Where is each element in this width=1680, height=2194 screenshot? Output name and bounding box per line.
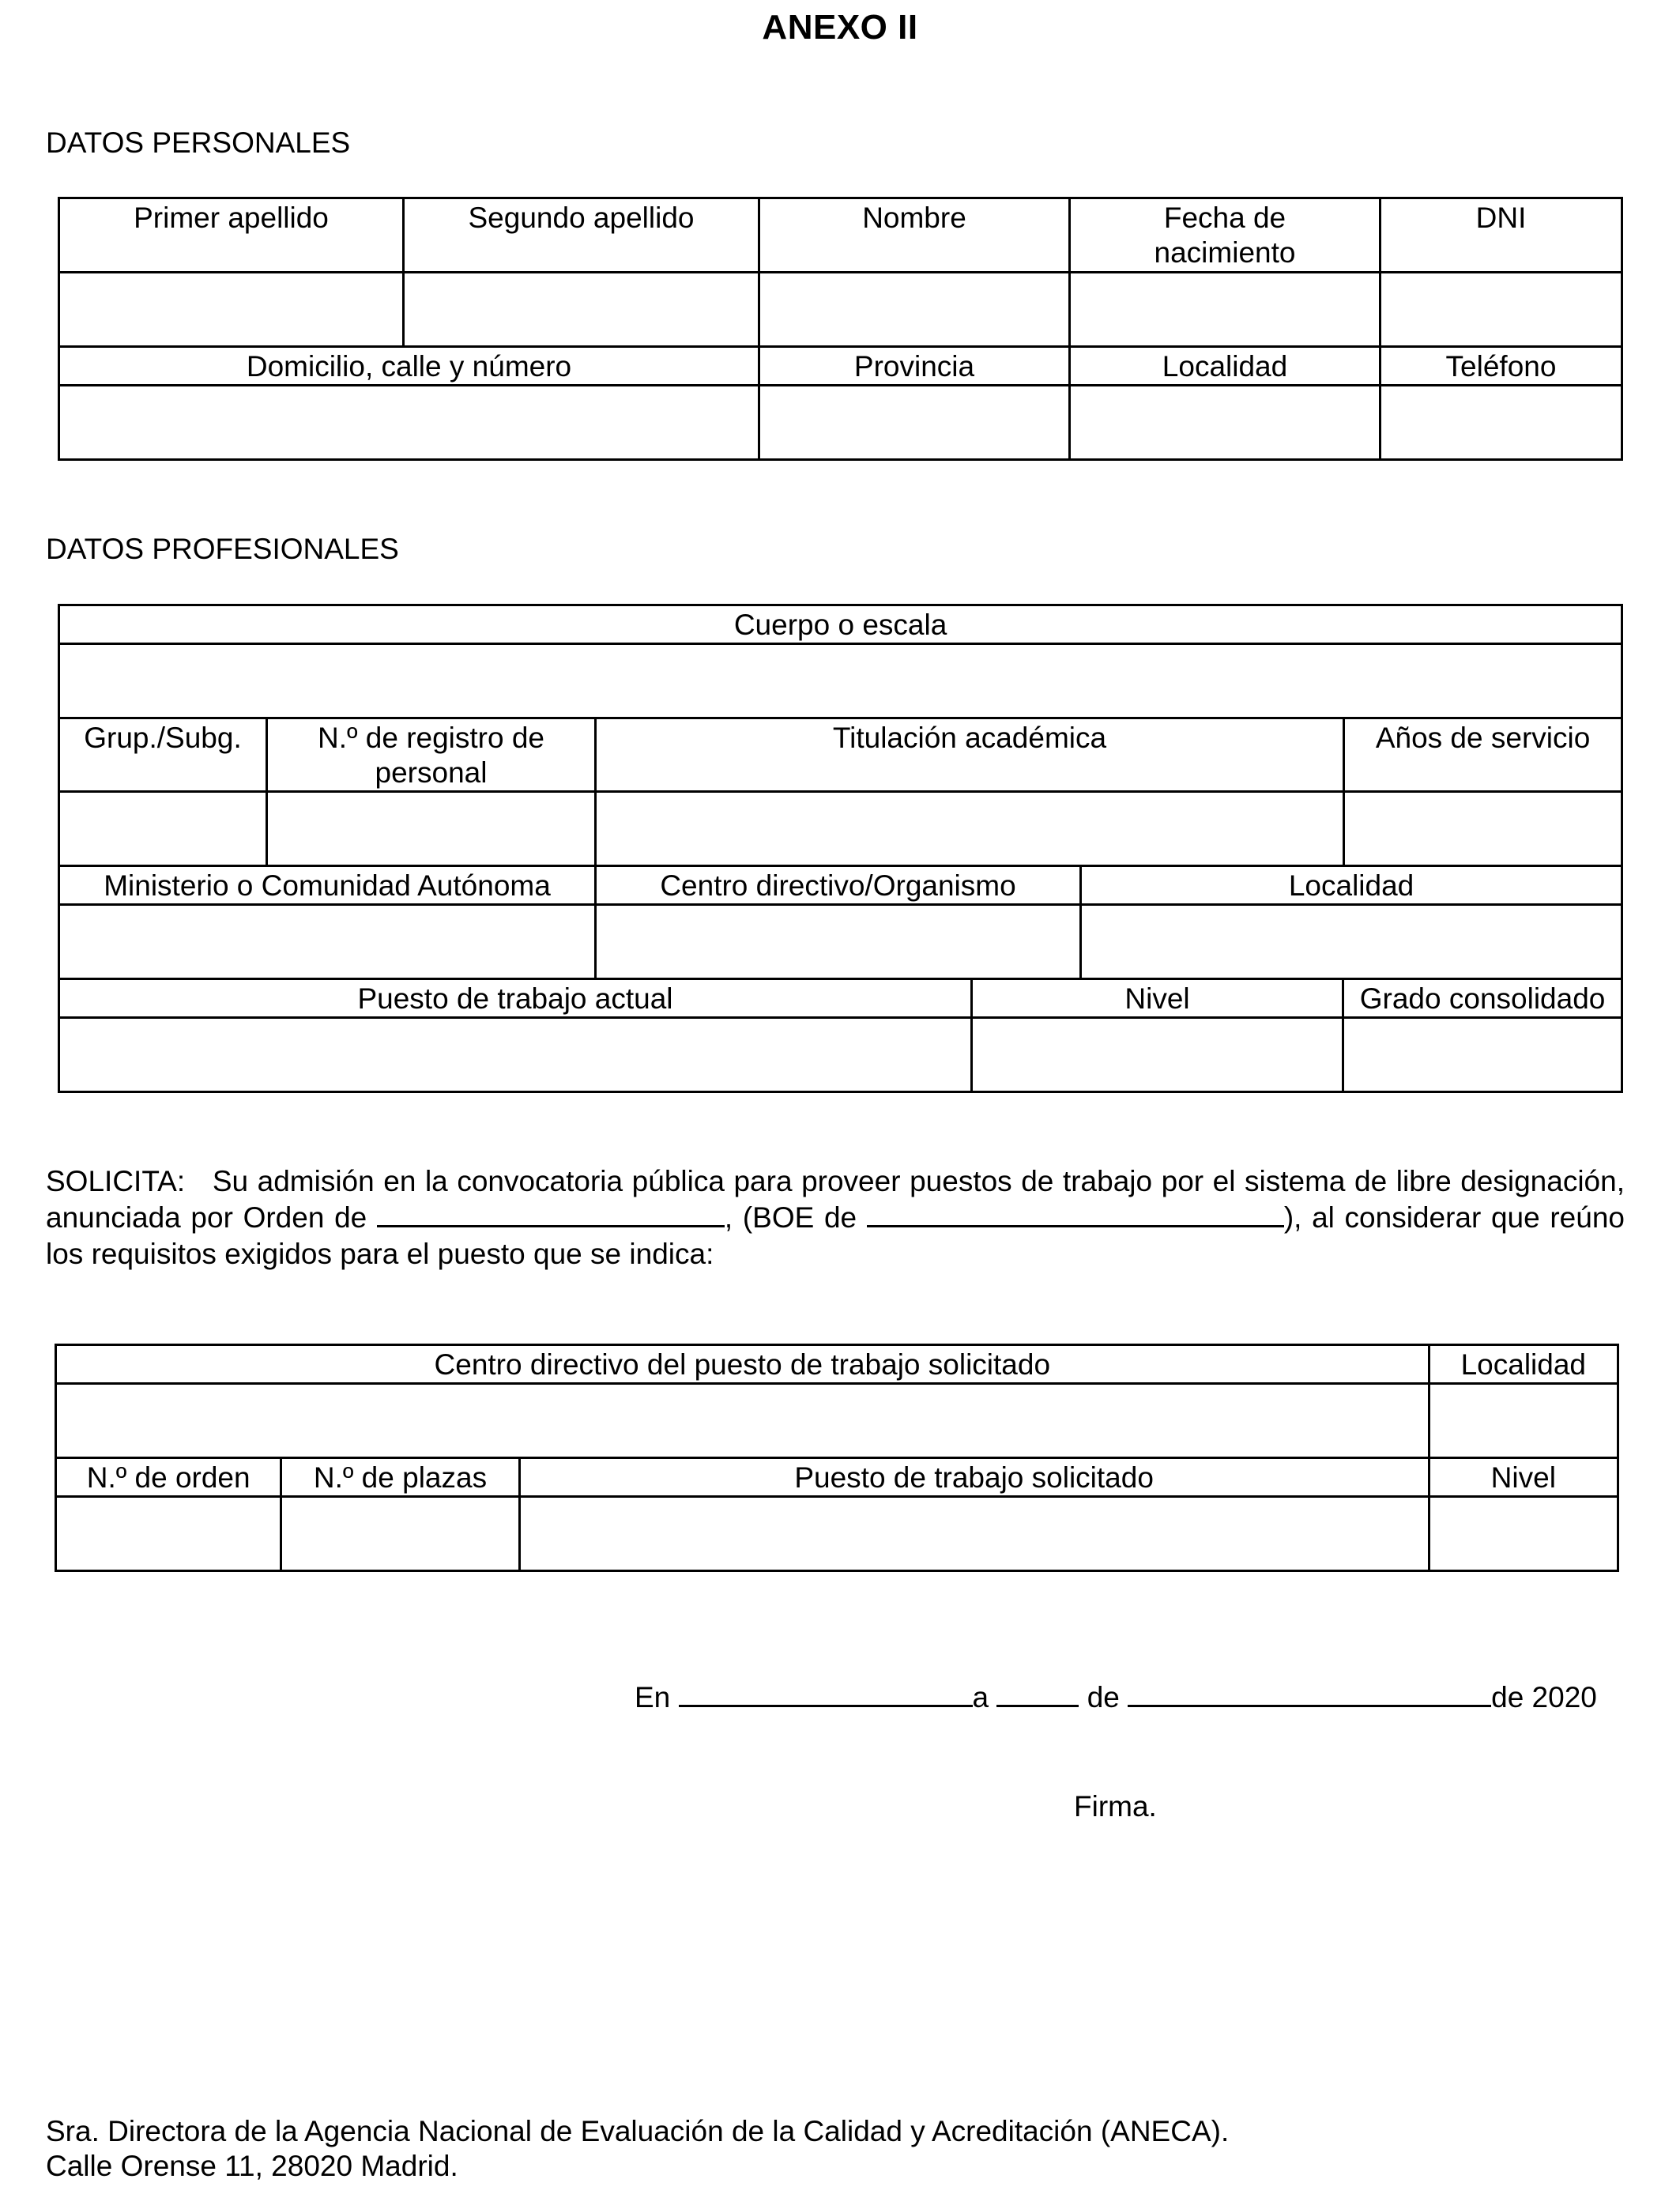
en-label: En [635,1681,671,1713]
field-numero-orden[interactable] [56,1497,281,1571]
field-ministerio[interactable] [59,905,596,979]
field-numero-plazas[interactable] [281,1497,519,1571]
personal-data-heading: DATOS PERSONALES [46,126,351,159]
label-titulacion: Titulación académica [596,718,1344,792]
professional-data-heading: DATOS PROFESIONALES [46,533,399,565]
label-telefono: Teléfono [1381,347,1622,386]
requested-post-table [55,1344,1619,1572]
label-fecha-nacimiento: Fecha de nacimiento [1070,198,1381,273]
page-title: ANEXO II [762,8,918,47]
professional-data-table [58,604,1623,1093]
label-dni: DNI [1381,198,1622,273]
label-domicilio: Domicilio, calle y número [59,347,759,386]
label-anos-servicio: Años de servicio [1344,718,1622,792]
field-segundo-apellido[interactable] [404,273,759,347]
field-nombre[interactable] [759,273,1070,347]
solicita-text-2: , (BOE de [724,1201,857,1234]
field-localidad[interactable] [1070,386,1381,460]
label-grupo-subgrupo: Grup./Subg. [59,718,267,792]
label-localidad-prof: Localidad [1081,866,1622,905]
label-ministerio: Ministerio o Comunidad Autónoma [59,866,596,905]
label-segundo-apellido: Segundo apellido [404,198,759,273]
day-blank[interactable] [996,1679,1079,1707]
field-centro-directivo[interactable] [596,905,1081,979]
label-primer-apellido: Primer apellido [59,198,404,273]
solicita-lead: SOLICITA: [46,1165,186,1197]
orden-date-blank[interactable] [377,1200,725,1227]
label-provincia: Provincia [759,347,1070,386]
label-nivel-solicitado: Nivel [1429,1458,1618,1497]
field-puesto-solicitado[interactable] [519,1497,1429,1571]
label-puesto-solicitado: Puesto de trabajo solicitado [519,1458,1429,1497]
field-nivel-actual[interactable] [972,1018,1343,1092]
field-grado-consolidado[interactable] [1343,1018,1622,1092]
solicita-text-1: Su admisión en la convocatoria pública para proveer puestos de trabajo por el sistema de libre designación, anunciada por Orden de [46,1165,1625,1234]
field-grupo-subgrupo[interactable] [59,792,267,866]
field-provincia[interactable] [759,386,1070,460]
field-cuerpo-escala[interactable] [59,644,1622,718]
label-puesto-actual: Puesto de trabajo actual [59,979,972,1018]
address-line-2: Calle Orense 11, 28020 Madrid. [46,2150,458,2182]
field-fecha-nacimiento[interactable] [1070,273,1381,347]
address-line-1: Sra. Directora de la Agencia Nacional de Evaluación de la Calidad y Acreditación (ANECA). [46,2115,1230,2147]
field-localidad-solicitada[interactable] [1429,1384,1618,1458]
field-primer-apellido[interactable] [59,273,404,347]
month-blank[interactable] [1128,1679,1491,1707]
year-label: de 2020 [1491,1681,1597,1713]
firma-label: Firma. [1074,1790,1157,1823]
place-blank[interactable] [679,1679,973,1707]
field-titulacion[interactable] [596,792,1344,866]
label-numero-orden: N.º de orden [56,1458,281,1497]
label-nombre: Nombre [759,198,1070,273]
label-localidad: Localidad [1070,347,1381,386]
field-anos-servicio[interactable] [1344,792,1622,866]
field-nivel-solicitado[interactable] [1429,1497,1618,1571]
de-label: de [1087,1681,1120,1713]
field-centro-solicitado[interactable] [56,1384,1430,1458]
field-domicilio[interactable] [59,386,759,460]
label-localidad-solicitada: Localidad [1429,1345,1618,1384]
label-nivel-actual: Nivel [972,979,1343,1018]
place-date-line [635,1679,1597,1714]
field-registro-personal[interactable] [267,792,596,866]
field-localidad-prof[interactable] [1081,905,1622,979]
field-puesto-actual[interactable] [59,1018,972,1092]
personal-data-table [58,197,1623,461]
label-registro-personal: N.º de registro de personal [267,718,596,792]
label-numero-plazas: N.º de plazas [281,1458,519,1497]
label-centro-solicitado: Centro directivo del puesto de trabajo solicitado [56,1345,1430,1384]
solicita-text-3: ), al considerar que reúno los requisitos exigidos para el puesto que se indica: [46,1201,1625,1270]
field-telefono[interactable] [1381,386,1622,460]
label-centro-directivo: Centro directivo/Organismo [596,866,1081,905]
boe-date-blank[interactable] [867,1200,1284,1227]
solicita-paragraph [46,1163,1625,1272]
field-dni[interactable] [1381,273,1622,347]
a-label: a [972,1681,989,1713]
label-cuerpo-escala: Cuerpo o escala [59,605,1622,644]
label-grado-consolidado: Grado consolidado [1343,979,1622,1018]
